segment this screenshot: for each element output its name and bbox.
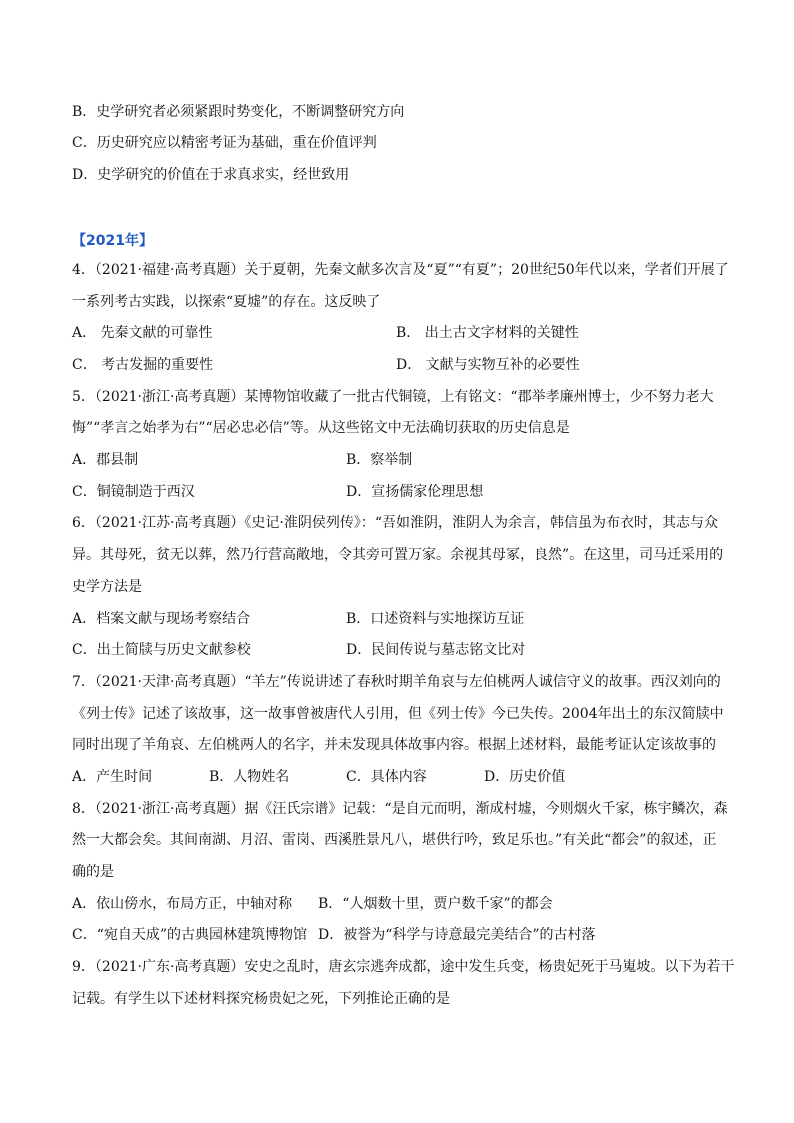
q4-line-1: 4．（2021·福建·高考真题）关于夏朝，先秦文献多次言及“夏”“有夏”；20世纪50年代以来，学者们开展了 — [72, 262, 729, 278]
q4-option-b: B． 出土古文字材料的关键性 — [396, 325, 579, 341]
q9-line-1: 9．（2021·广东·高考真题）安史之乱时，唐玄宗逃奔成都，途中发生兵变，杨贵妃死于马嵬坡。以下为若干 — [72, 959, 735, 975]
q8-option-c: C．“宛自天成”的古典园林建筑博物馆 — [72, 927, 308, 943]
q7-line-1: 7．（2021·天津·高考真题）“羊左”传说讲述了春秋时期羊角哀与左伯桃两人诚信守义的故事。西汉刘向的 — [72, 674, 721, 690]
q6-line-1: 6．（2021·江苏·高考真题）《史记·淮阴侯列传》：“吾如淮阴，淮阴人为余言，韩信虽为布衣时，其志与众 — [72, 515, 719, 531]
q6-line-3: 史学方法是 — [72, 579, 142, 595]
q8-line-2: 然一大都会矣。其间南湖、月沼、雷岗、西溪胜景凡八，堪供行吟，致足乐也。”有关此“都会”的叙述，正 — [72, 832, 717, 848]
q7-option-b: B．人物姓名 — [209, 769, 290, 785]
q8-option-d: D．被誉为“科学与诗意最完美结合”的古村落 — [318, 927, 596, 943]
q4-option-c: C． 考古发掘的重要性 — [72, 357, 214, 373]
q7-line-2: 《列士传》记述了该故事，这一故事曾被唐代人引用，但《列士传》今已失传。2004年出土的东汉简牍中 — [72, 706, 724, 722]
q8-line-1: 8．（2021·浙江·高考真题）据《汪氏宗谱》记载：“是自元而明，渐成村墟，今则烟火千家，栋宇鳞次，森 — [72, 801, 728, 817]
q7-option-c: C．具体内容 — [346, 769, 427, 785]
q5-option-d: D．宣扬儒家伦理思想 — [346, 484, 484, 500]
q8-line-3: 确的是 — [72, 864, 114, 880]
prev-option-d: D．史学研究的价值在于求真求实，经世致用 — [72, 167, 350, 183]
prev-option-b: B．史学研究者必须紧跟时势变化，不断调整研究方向 — [72, 104, 405, 120]
q4-option-d: D． 文献与实物互补的必要性 — [396, 357, 580, 373]
q7-line-3: 同时出现了羊角哀、左伯桃两人的名字，并未发现具体故事内容。根据上述材料，最能考证认定该故事的 — [72, 737, 716, 753]
q5-option-a: A．郡县制 — [72, 452, 139, 468]
q7-option-d: D．历史价值 — [484, 769, 566, 785]
q6-option-a: A．档案文献与现场考察结合 — [72, 611, 251, 627]
q6-option-c: C．出土简牍与历史文献参校 — [72, 642, 251, 658]
q5-option-c: C．铜镜制造于西汉 — [72, 484, 195, 500]
q6-option-b: B．口述资料与实地探访互证 — [346, 611, 525, 627]
q6-option-d: D．民间传说与墓志铭文比对 — [346, 642, 526, 658]
q8-option-b: B．“人烟数十里，贾户数千家”的都会 — [318, 896, 553, 912]
q5-line-2: 悔”“孝言之始孝为右”“居必忠必信”等。从这些铭文中无法确切获取的历史信息是 — [72, 420, 570, 436]
q8-option-a: A．依山傍水，布局方正，中轴对称 — [72, 896, 293, 912]
q7-option-a: A．产生时间 — [72, 769, 153, 785]
q5-option-b: B．察举制 — [346, 452, 413, 468]
q4-line-2: 一系列考古实践，以探索“夏墟”的存在。这反映了 — [72, 294, 381, 310]
q9-line-2: 记载。有学生以下述材料探究杨贵妃之死，下列推论正确的是 — [72, 991, 450, 1007]
q4-option-a: A． 先秦文献的可靠性 — [72, 325, 213, 341]
prev-option-c: C．历史研究应以精密考证为基础，重在价值评判 — [72, 135, 377, 151]
q5-line-1: 5．（2021·浙江·高考真题）某博物馆收藏了一批古代铜镜，上有铭文：“郡举孝廉州博士，少不努力老大 — [72, 389, 714, 405]
section-title: 【2021年】 — [72, 233, 153, 249]
q6-line-2: 异。其母死，贫无以葬，然乃行营高敞地，令其旁可置万家。余视其母冢，良然”。在这里，司马迁采用的 — [72, 547, 724, 563]
